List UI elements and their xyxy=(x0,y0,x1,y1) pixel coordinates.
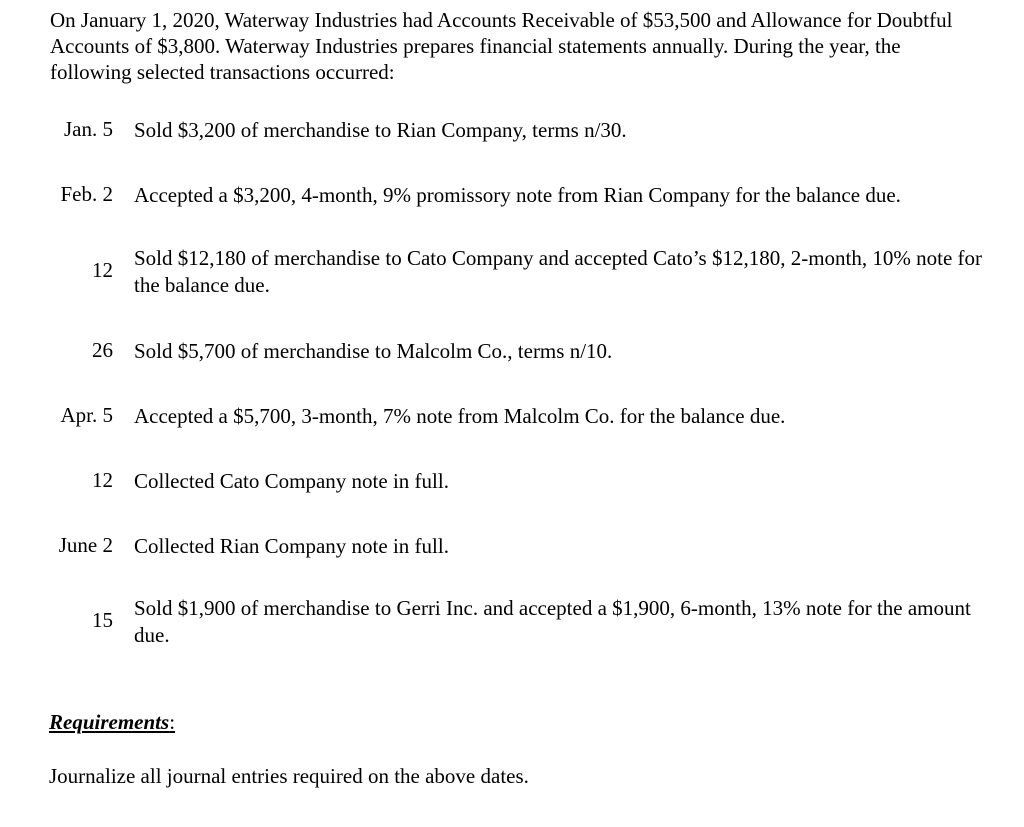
transaction-text: Sold $1,900 of merchandise to Gerri Inc. and accepted a $1,900, 6-month, 13% note for the amount due. xyxy=(134,596,971,647)
transaction-text: Accepted a $3,200, 4-month, 9% promissory note from Rian Company for the balance due. xyxy=(134,183,901,207)
requirements-heading xyxy=(49,710,175,735)
transaction-date: Feb. 2 xyxy=(60,182,113,206)
intro-paragraph: On January 1, 2020, Waterway Industries had Accounts Receivable of $53,500 and Allowance for Doubtful Accounts of $3,800. Waterway Industries prepares financial statements annually. During the year, the following selected transactions occurred: xyxy=(50,8,953,84)
transaction-date: 15 xyxy=(92,608,113,632)
transaction-date: June 2 xyxy=(58,533,113,557)
transaction-text: Collected Rian Company note in full. xyxy=(134,534,449,558)
transaction-date: 12 xyxy=(92,468,113,492)
requirements-text: Journalize all journal entries required on the above dates. xyxy=(49,764,529,788)
transaction-text: Collected Cato Company note in full. xyxy=(134,469,449,493)
transaction-text: Sold $5,700 of merchandise to Malcolm Co., terms n/10. xyxy=(134,339,613,363)
transaction-text: Accepted a $5,700, 3-month, 7% note from Malcolm Co. for the balance due. xyxy=(134,404,786,428)
transaction-date: Jan. 5 xyxy=(64,117,113,141)
requirements-heading-colon: : xyxy=(169,710,176,734)
transaction-text: Sold $3,200 of merchandise to Rian Company, terms n/30. xyxy=(134,118,627,142)
transaction-date: 26 xyxy=(92,338,113,362)
transaction-date: Apr. 5 xyxy=(60,403,113,427)
transaction-date: 12 xyxy=(92,258,113,282)
transaction-text: Sold $12,180 of merchandise to Cato Company and accepted Cato’s $12,180, 2-month, 10% note for the balance due. xyxy=(134,246,983,297)
requirements-heading-label: Requirements xyxy=(49,710,170,734)
